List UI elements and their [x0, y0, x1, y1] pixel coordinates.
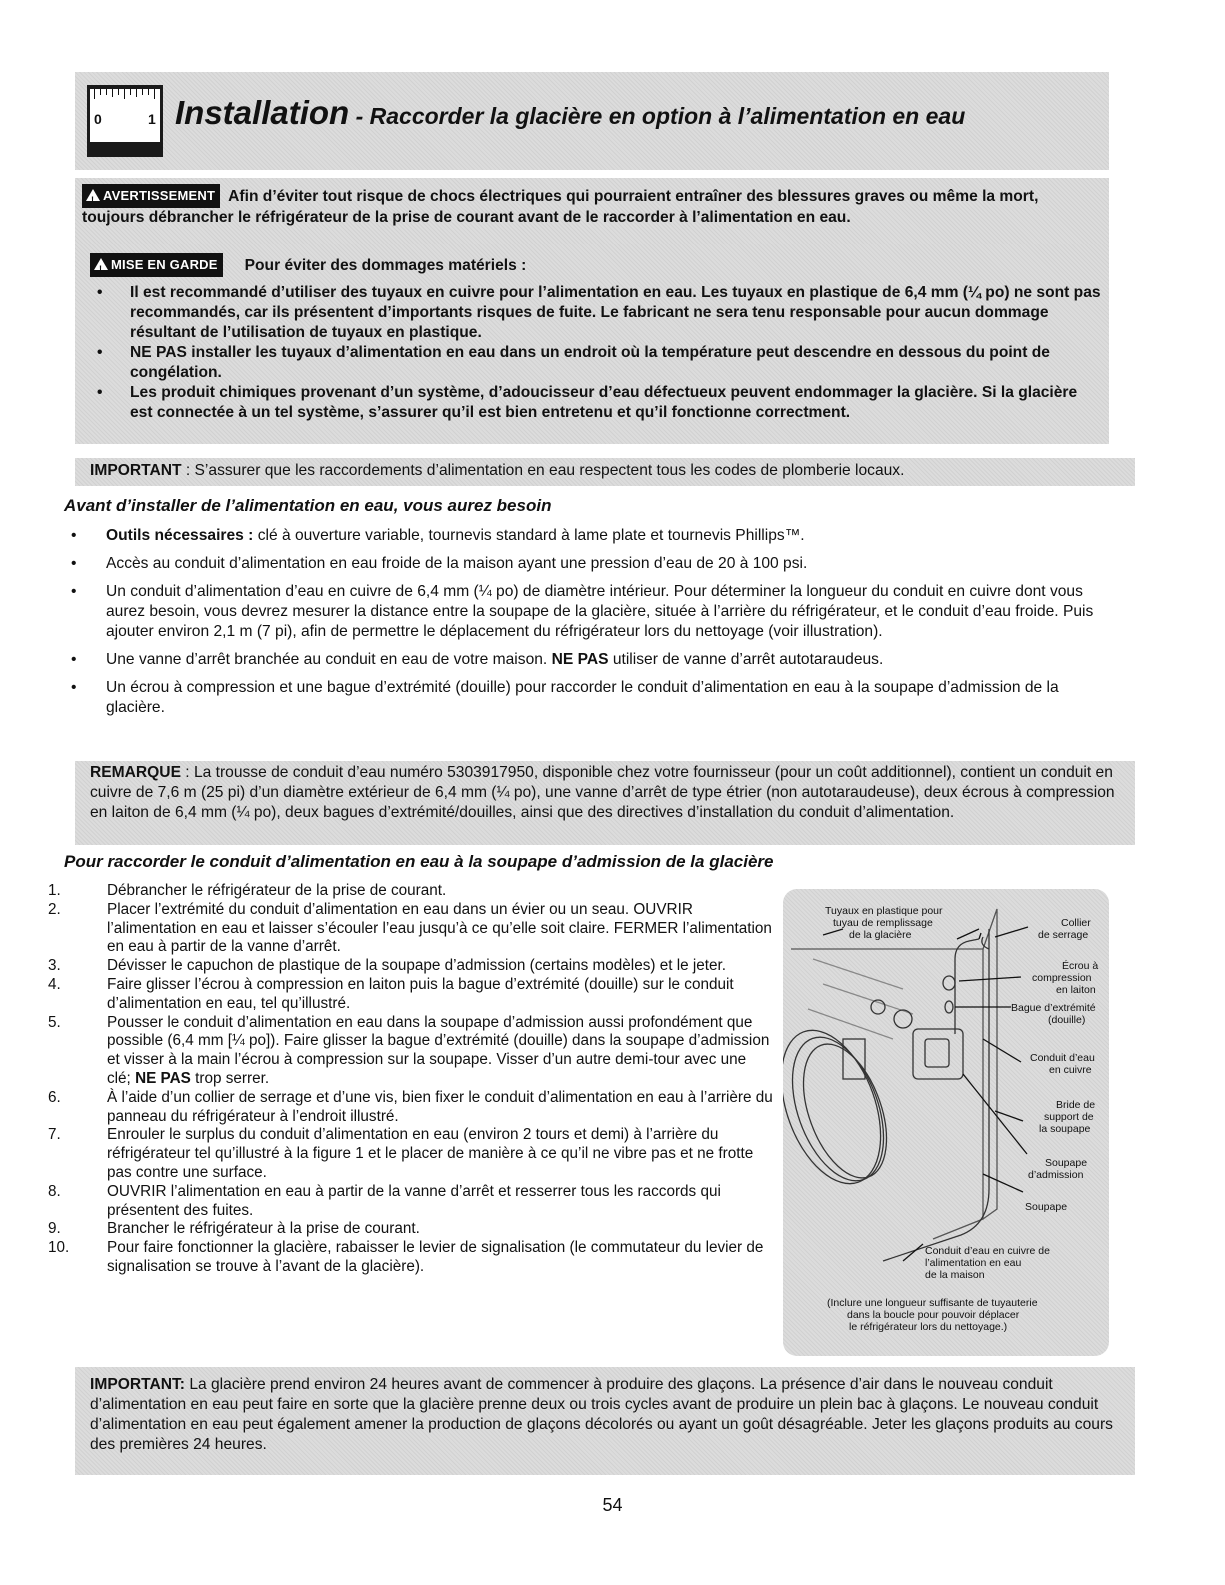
label-inlet-valve-2: d’admission	[1028, 1169, 1084, 1181]
installation-diagram	[783, 889, 1109, 1356]
caution-item: • Il est recommandé d’utiliser des tuyaux en cuivre pour l’alimentation en eau. Les tuyaux en plastique de 6,4 mm (¼ po) ne sont pas recommandés, car ils présentent d’importants risques de fuite. Le fabricant ne sera tenu responsable pour aucun dommage résultant de l’utilisation de tuyaux en plastique.	[130, 283, 1102, 343]
ruler-icon	[87, 85, 163, 157]
warning-text: Afin d’éviter tout risque de chocs électriques qui pourraient entraîner des blessures graves ou même la mort, toujours débrancher le réfrigérateur de la prise de courant avant de le raccorder à l’alimentation en eau.	[82, 188, 1039, 226]
step-item: 6. À l’aide d’un collier de serrage et d’une vis, bien fixer le conduit d’alimentation en eau à l’arrière du panneau du réfrigérateur à l’endroit illustré.	[48, 1088, 773, 1125]
important-note-ice	[75, 1367, 1135, 1475]
label-ferrule-2: (douille)	[1048, 1014, 1086, 1026]
label-clamp-2: de serrage	[1038, 929, 1089, 941]
caution-item: • Les produit chimiques provenant d’un système, d’adoucisseur d’eau défectueux peuvent endommager la glacière. Si la glacière est connectée à un tel système, s’assurer qu’il est bien entretenu et qu’il fonctionne correctment.	[130, 383, 1102, 423]
label-valve: Soupape	[1025, 1201, 1068, 1213]
ruler-end-number: 1	[148, 111, 156, 127]
step-item: 4. Faire glisser l’écrou à compression en laiton puis la bague d’extrémité (douille) sur le conduit d’alimentation en eau, tel qu’illustré.	[48, 975, 734, 1012]
important-text: La glacière prend environ 24 heures avant de commencer à produire des glaçons. La présence d’air dans le nouveau conduit d’alimentation en eau peut faire en sorte que la glacière prenne deux ou trois cycles avant de produire un plein bac à glaçons. Le nouveau conduit d’alimentation en eau peut également amener la production de glaçons décolorés ou ayant un goût désagréable. Jeter les glaçons produits au cours des premières 24 heures.	[90, 1376, 1113, 1453]
label-house-line-2: l’alimentation en eau	[925, 1257, 1022, 1269]
page-number: 54	[602, 1495, 623, 1515]
needs-item-copper-line: • Un conduit d’alimentation d’eau en cuivre de 6,4 mm (¼ po) de diamètre intérieur. Pour déterminer la longueur du conduit en cuivre dont vous aurez besoin, vous devrez mesurer la distance entre la soupape de la glacière, située à l’arrière du réfrigérateur, et le conduit d’eau froide. Puis ajouter environ 2,1 m (7 pi), afin de permettre le déplacement du réfrigérateur lors du nettoyage (voir illustration).	[74, 582, 1114, 642]
label-plastic-tube-1: Tuyaux en plastique pour	[825, 905, 943, 917]
warning-box	[75, 178, 1109, 245]
important-label: IMPORTANT	[90, 462, 182, 479]
steps-list	[48, 882, 773, 1277]
label-ferrule-1: Bague d’extrémité	[1011, 1002, 1096, 1014]
warning-triangle-icon	[86, 189, 100, 201]
caution-list	[82, 283, 1102, 423]
caution-intro: Pour éviter des dommages matériels :	[244, 257, 527, 274]
label-nut-2: compression	[1032, 972, 1092, 984]
step-item: 9. Brancher le réfrigérateur à la prise de courant.	[48, 1220, 420, 1238]
section-heading-needs: Avant d’installer de l’alimentation en eau, vous aurez besoin	[64, 496, 552, 515]
label-bracket-1: Bride de	[1056, 1099, 1096, 1111]
important-note-plumbing	[75, 458, 1135, 486]
label-house-line-1: Conduit d’eau en cuivre de	[925, 1245, 1050, 1257]
label-loop-note-3: le réfrigérateur lors du nettoyage.)	[849, 1321, 1008, 1333]
remark-text: : La trousse de conduit d’eau numéro 5303917950, disponible chez votre fournisseur (pour un coût additionnel), contient un conduit en cuivre de 7,6 m (25 pi) d’un diamètre extérieur de 6,4 mm (¼ po), une vanne d’arrêt de type étrier (non autotaraudeuse), deux écrous à compression en laiton de 6,4 mm (¼ po), deux bagues d’extrémité/douilles, ainsi que des directives d’installation du conduit d’alimentation.	[90, 764, 1115, 821]
needs-item-water-access: • Accès au conduit d’alimentation en eau froide de la maison ayant une pression d’eau de 20 à 100 psi.	[74, 554, 1114, 574]
caution-item: • NE PAS installer les tuyaux d’alimentation en eau dans un endroit où la température peut descendre en dessous du point de congélation.	[130, 343, 1102, 383]
page-title	[175, 94, 965, 132]
needs-item-compression-nut: • Un écrou à compression et une bague d’extrémité (douille) pour raccorder le conduit d’alimentation en eau à la soupape d’admission de la glacière.	[74, 678, 1114, 718]
label-nut-3: en laiton	[1056, 984, 1096, 996]
step-item: 10. Pour faire fonctionner la glacière, rabaisser le levier de signalisation (le commutateur du levier de signalisation se trouve à l’avant de la glacière).	[48, 1239, 764, 1275]
important-label: IMPORTANT:	[90, 1376, 185, 1393]
ruler-start-number: 0	[94, 111, 102, 127]
label-copper-line-1: Conduit d’eau	[1030, 1052, 1095, 1064]
label-plastic-tube-2: tuyau de remplissage	[833, 917, 933, 929]
caution-box	[75, 244, 1109, 444]
step-item: 5. Pousser le conduit d’alimentation en eau dans la soupape d’admission aussi profondément que possible (6,4 mm [¼ po]). Faire glisser la bague d’extrémité (douille) dans la soupape d’admission et visser à la main l’écrou à compression sur la soupape. Visser d’un autre demi-tour avec une clé; NE PAS trop serrer.	[48, 1013, 770, 1087]
step-item: 1. Débrancher le réfrigérateur de la prise de courant.	[48, 882, 447, 899]
header-banner	[75, 72, 1109, 170]
step-item: 8. OUVRIR l’alimentation en eau à partir de la vanne d’arrêt et resserrer tous les raccords qui présentent des fuites.	[48, 1182, 721, 1219]
warning-badge: !AVERTISSEMENT	[82, 184, 220, 208]
title-sub: - Raccorder la glacière en option à l’alimentation en eau	[349, 103, 966, 129]
label-inlet-valve-1: Soupape	[1045, 1157, 1088, 1169]
step-item: 3. Dévisser le capuchon de plastique de la soupape d’admission (certains modèles) et le jeter.	[48, 957, 727, 975]
remark-note	[75, 761, 1135, 845]
title-main: Installation	[175, 94, 350, 131]
caution-triangle-icon	[94, 258, 108, 270]
label-bracket-2: support de	[1044, 1111, 1094, 1123]
label-loop-note-2: dans la boucle pour pouvoir déplacer	[847, 1309, 1020, 1321]
label-house-line-3: de la maison	[925, 1269, 985, 1281]
step-item: 2. Placer l’extrémité du conduit d’alimentation en eau dans un évier ou un seau. OUVRIR l’alimentation en eau et laisser s’écouler l’eau jusqu’à ce qu’elle soit claire. FERMER l’alimentation en eau à partir de la vanne d’arrêt.	[48, 900, 772, 956]
label-loop-note-1: (Inclure une longueur suffisante de tuyauterie	[827, 1297, 1038, 1309]
step-item: 7. Enrouler le surplus du conduit d’alimentation en eau (environ 2 tours et demi) à l’arrière du réfrigérateur tel qu’illustré à la figure 1 et le placer de manière à ce qu’il ne vibre pas et ne frotte pas contre une surface.	[48, 1126, 754, 1181]
label-bracket-3: la soupape	[1039, 1123, 1091, 1135]
remark-label: REMARQUE	[90, 764, 181, 781]
section-heading-steps: Pour raccorder le conduit d’alimentation en eau à la soupape d’admission de la glacière	[64, 852, 774, 871]
label-nut-1: Écrou à	[1062, 960, 1099, 972]
needs-list	[74, 526, 1114, 726]
label-plastic-tube-3: de la glacière	[849, 929, 912, 941]
important-text: : S’assurer que les raccordements d’alimentation en eau respectent tous les codes de plomberie locaux.	[181, 462, 905, 479]
label-clamp-1: Collier	[1061, 917, 1091, 929]
caution-badge: !MISE EN GARDE	[90, 253, 223, 277]
needs-item-shutoff-valve: • Une vanne d’arrêt branchée au conduit en eau de votre maison. NE PAS utiliser de vanne d’arrêt autotaraudeus.	[74, 650, 1114, 670]
label-copper-line-2: en cuivre	[1049, 1064, 1092, 1076]
needs-item-tools: • Outils nécessaires : clé à ouverture variable, tournevis standard à lame plate et tournevis Phillips™.	[74, 526, 1114, 546]
